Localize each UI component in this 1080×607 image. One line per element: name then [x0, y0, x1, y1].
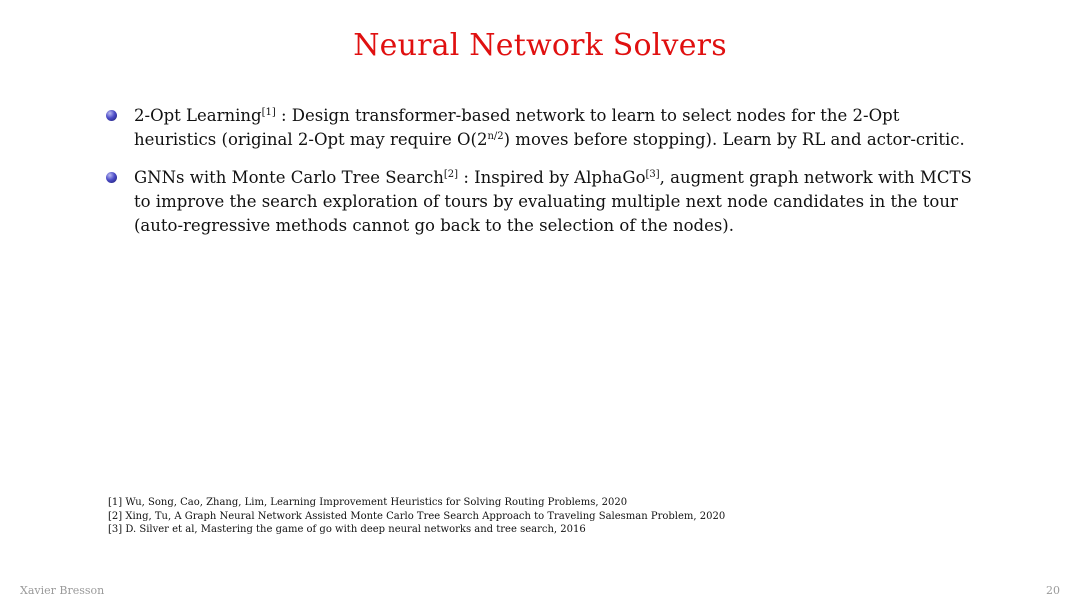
bullet-marker-icon: [106, 172, 117, 183]
bullet-item-mcts: [104, 166, 984, 238]
page-number: 20: [1046, 584, 1060, 597]
citation-ref: [1]: [261, 107, 276, 118]
bullet-text-tail: , augment graph network with MCTS to improve the search exploration of tours by evaluating multiple next node candidates in the tour (auto-regressive methods cannot go back to the selection of the nodes).: [134, 168, 972, 235]
references: [108, 496, 1008, 537]
bullet-marker-icon: [106, 110, 117, 121]
bullet-label: 2-Opt Learning: [134, 106, 262, 125]
bullet-text-tail: ) moves before stopping). Learn by RL and actor-critic.: [503, 130, 965, 149]
footer-author: Xavier Bresson: [20, 584, 105, 597]
citation-ref: [2]: [443, 169, 459, 180]
reference-item: [1] Wu, Song, Cao, Zhang, Lim, Learning Improvement Heuristics for Solving Routing Problems, 2020: [108, 497, 628, 508]
exponent: n/2: [487, 131, 504, 142]
bullet-text: : Inspired by AlphaGo: [458, 168, 646, 187]
citation-ref: [3]: [645, 169, 660, 180]
reference-item: [3] D. Silver et al, Mastering the game of go with deep neural networks and tree search, 2016: [108, 524, 586, 535]
slide-title: Neural Network Solvers: [353, 28, 727, 63]
reference-item: [2] Xing, Tu, A Graph Neural Network Assisted Monte Carlo Tree Search Approach to Traveling Salesman Problem, 2020: [108, 510, 726, 522]
bullet-label: GNNs with Monte Carlo Tree Search: [134, 168, 444, 187]
bullet-list: [104, 104, 984, 252]
bullet-item-2opt: [104, 104, 984, 152]
bullet-text: : Design transformer-based network to learn to select nodes for the 2-Opt heuristics (original 2-Opt may require O(2: [134, 106, 900, 149]
